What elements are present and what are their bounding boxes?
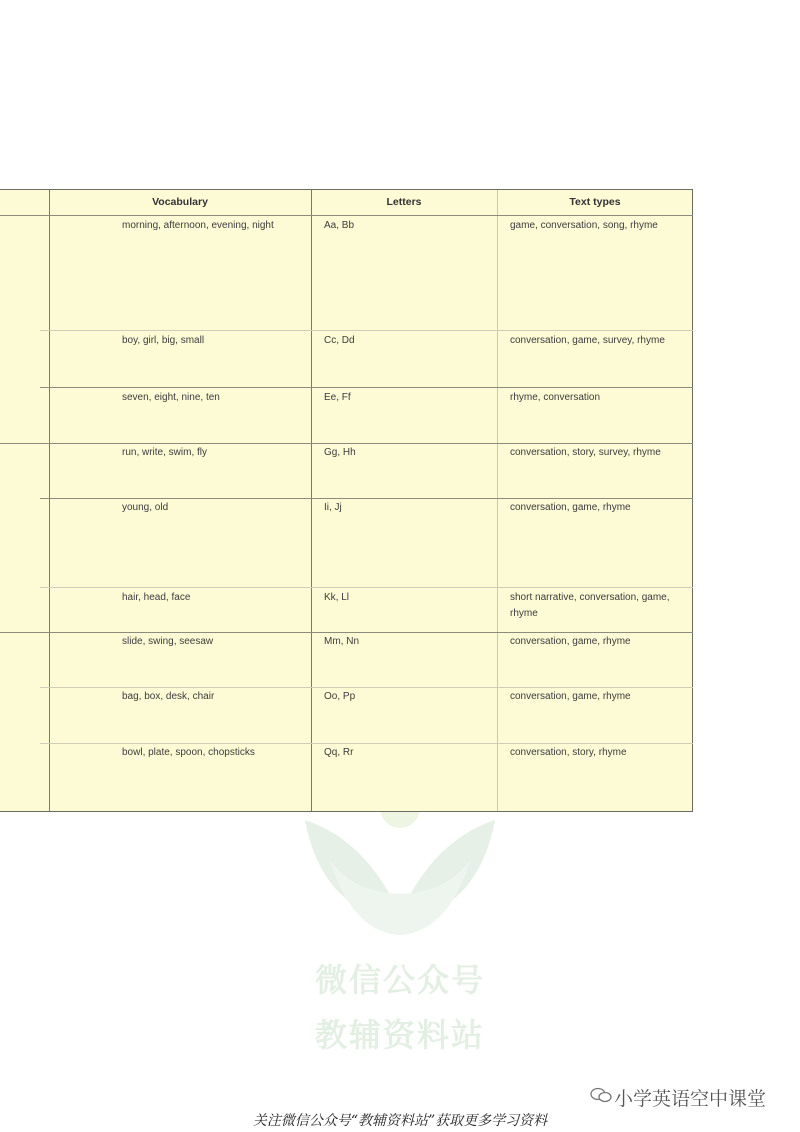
- cell-letters: Ee, Ff: [324, 392, 351, 403]
- header-divider: [0, 215, 693, 216]
- cell-vocabulary: hair, head, face: [122, 592, 191, 603]
- cell-letters: Cc, Dd: [324, 335, 355, 346]
- cell-vocabulary: run, write, swim, fly: [122, 447, 208, 458]
- cell-text-types: conversation, game, survey, rhyme: [510, 335, 665, 346]
- cell-text-types: short narrative, conversation, game, rhyme: [510, 592, 670, 619]
- cell-vocabulary: seven, eight, nine, ten: [122, 392, 220, 403]
- watermark-line2: 教辅资料站: [314, 1016, 485, 1054]
- cell-text-types: rhyme, conversation: [510, 392, 601, 403]
- syllabus-table: [0, 189, 693, 812]
- row-divider: [40, 387, 693, 388]
- row-divider: [40, 743, 693, 744]
- header-text-types: Text types: [569, 196, 621, 208]
- row-divider: [40, 587, 693, 588]
- row-divider: [40, 498, 693, 499]
- watermark-line1: 微信公众号: [314, 961, 485, 999]
- cell-letters: Mm, Nn: [324, 636, 359, 647]
- cell-text-types: conversation, game, rhyme: [510, 502, 631, 513]
- cell-vocabulary: morning, afternoon, evening, night: [122, 220, 274, 231]
- col-divider-3: [497, 190, 498, 811]
- cell-vocabulary: bowl, plate, spoon, chopsticks: [122, 747, 255, 758]
- cell-text-types: conversation, story, rhyme: [510, 747, 627, 758]
- cell-vocabulary: bag, box, desk, chair: [122, 691, 215, 702]
- row-divider: [0, 443, 693, 444]
- cell-letters: Qq, Rr: [324, 747, 354, 758]
- cell-text-types: conversation, game, rhyme: [510, 636, 631, 647]
- cell-text-types: game, conversation, song, rhyme: [510, 220, 658, 231]
- header-letters: Letters: [386, 196, 422, 208]
- cell-text-types: conversation, story, survey, rhyme: [510, 447, 661, 458]
- cell-letters: Gg, Hh: [324, 447, 356, 458]
- cell-letters: Ii, Jj: [324, 502, 342, 513]
- row-divider: [40, 687, 693, 688]
- col-divider-2: [311, 190, 312, 811]
- brand-label: 小学英语空中课堂: [614, 1088, 767, 1110]
- cell-letters: Kk, Ll: [324, 592, 350, 603]
- cell-letters: Oo, Pp: [324, 691, 356, 702]
- cell-vocabulary: young, old: [122, 502, 169, 513]
- header-vocabulary: Vocabulary: [152, 196, 208, 208]
- cell-vocabulary: boy, girl, big, small: [122, 335, 205, 346]
- cell-vocabulary: slide, swing, seesaw: [122, 636, 214, 647]
- wechat-icon: [590, 1087, 612, 1103]
- footer-note: 关注微信公众号“教辅资料站”获取更多学习资料: [252, 1113, 548, 1129]
- cell-text-types: conversation, game, rhyme: [510, 691, 631, 702]
- row-divider: [0, 632, 693, 633]
- col-divider-1: [49, 190, 50, 811]
- cell-letters: Aa, Bb: [324, 220, 355, 231]
- row-divider: [40, 330, 693, 331]
